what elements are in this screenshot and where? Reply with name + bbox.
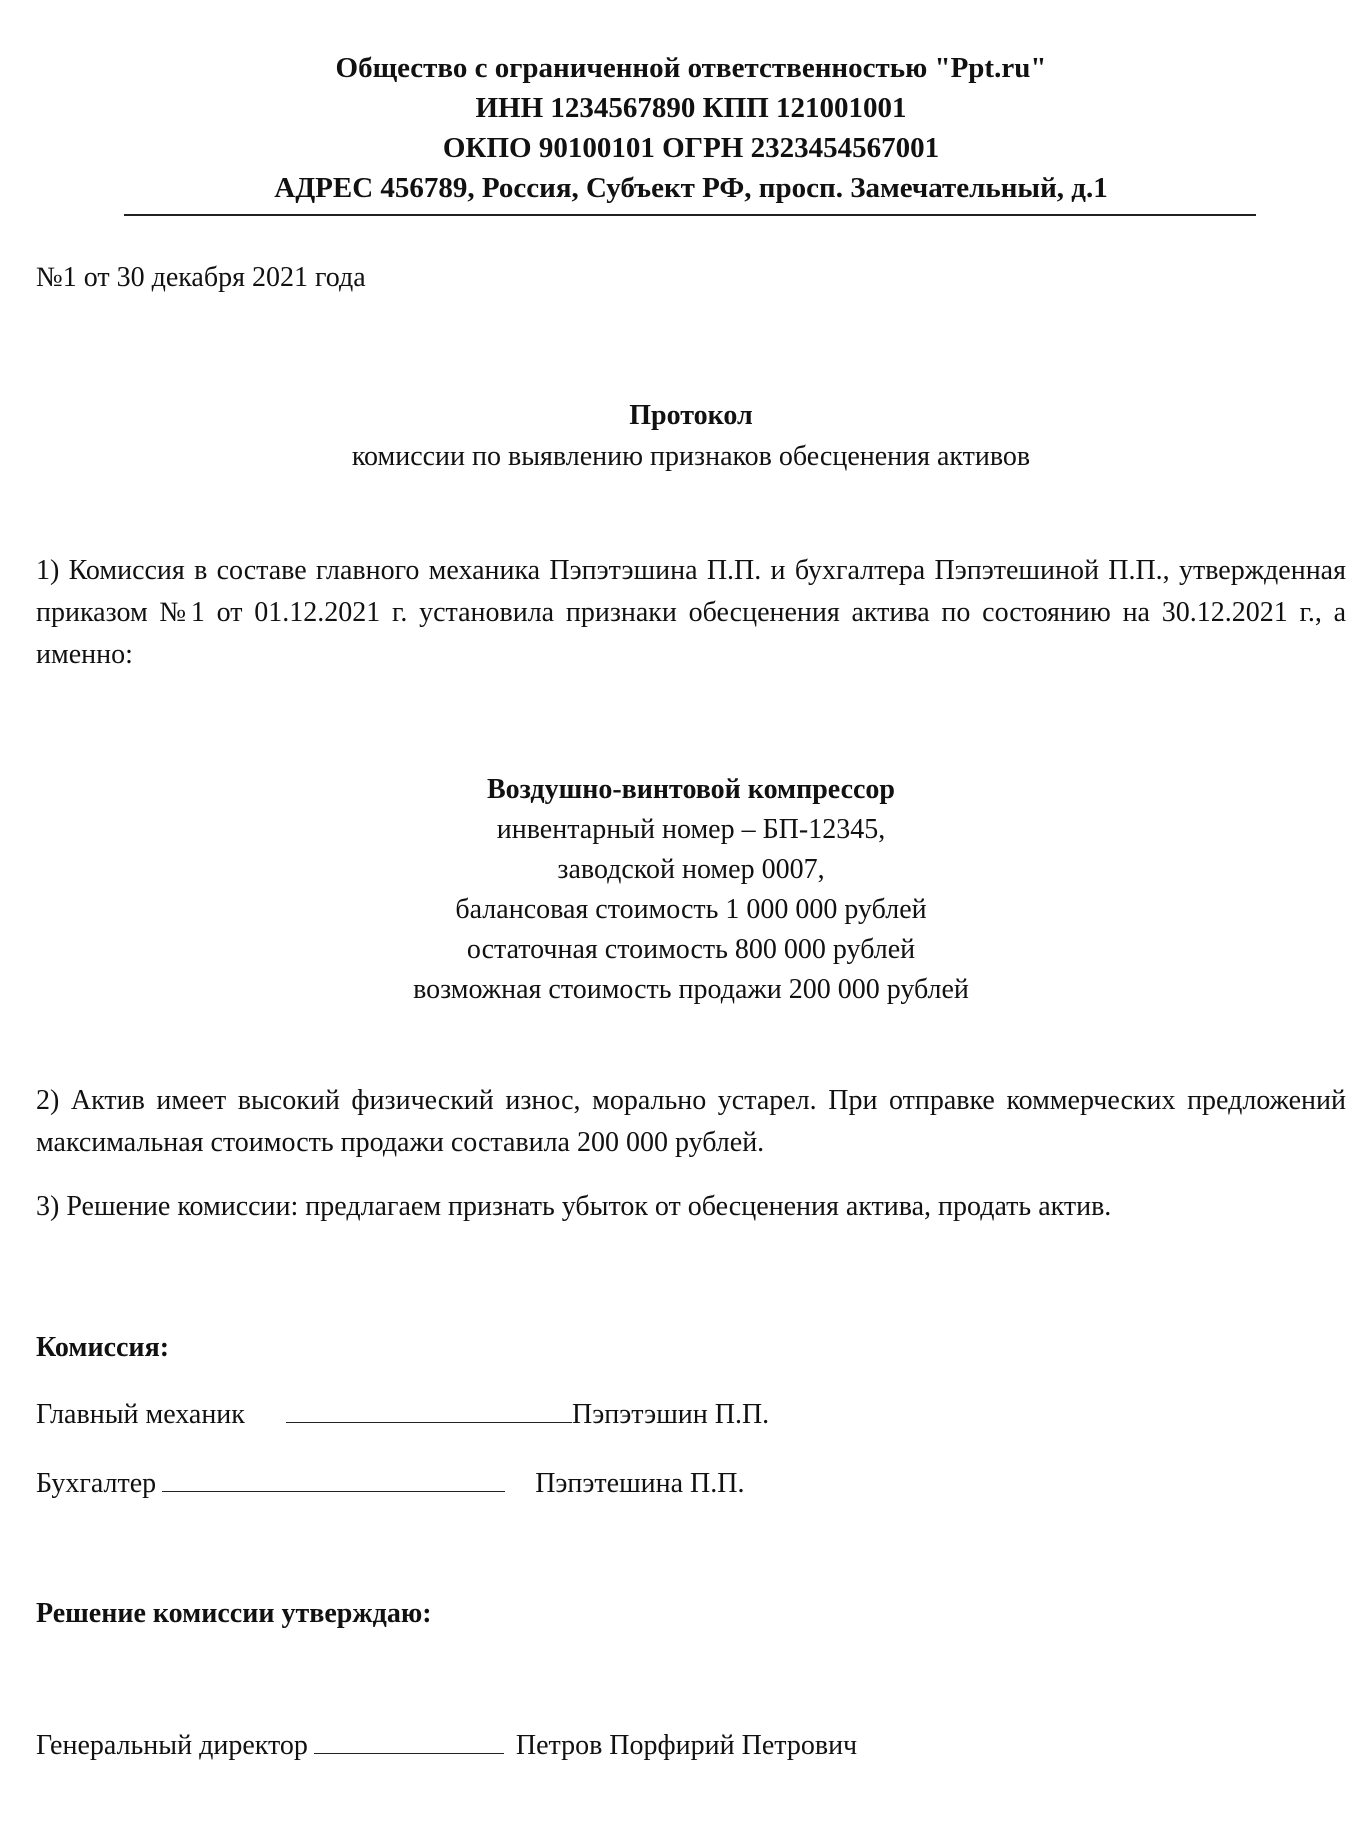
document-title: Протокол <box>629 400 753 431</box>
director-title: Генеральный директор <box>36 1730 308 1761</box>
paragraph-1: 1) Комиссия в составе главного механика Пэпэтэшина П.П. и бухгалтера Пэпэтешиной П.П., утвержденная приказом №1 от 01.12.2021 г. установила признаки обесценения актива по состоянию на 30.12.2021 г., а именно: <box>36 555 1346 670</box>
header-divider <box>124 214 1256 216</box>
paragraph-2: 2) Актив имеет высокий физический износ, морально устарел. При отправке коммерческих предложений максимальная стоимость продажи составила 200 000 рублей. <box>36 1085 1346 1158</box>
org-name: Общество с ограниченной ответственностью "Ppt.ru" <box>335 52 1047 84</box>
accountant-title: Бухгалтер <box>36 1468 157 1499</box>
mechanic-name: Пэпэтэшин П.П. <box>572 1399 770 1430</box>
asset-sale-value: возможная стоимость продажи 200 000 рублей <box>413 974 969 1005</box>
director-signature-line <box>314 1729 504 1754</box>
asset-inventory-number: инвентарный номер – БП-12345, <box>496 814 886 845</box>
commission-heading: Комиссия: <box>36 1332 170 1363</box>
document-title-block <box>36 395 1346 477</box>
director-signature-row <box>36 1728 857 1764</box>
inn-kpp: ИНН 1234567890 КПП 121001001 <box>475 92 907 124</box>
company-header <box>36 48 1346 208</box>
okpo-ogrn: ОКПО 90100101 ОГРН 2323454567001 <box>442 132 940 164</box>
accountant-name: Пэпэтешина П.П. <box>535 1468 745 1499</box>
asset-serial-number: заводской номер 0007, <box>557 854 825 885</box>
asset-name: Воздушно-винтовой компрессор <box>486 774 896 805</box>
director-name: Петров Порфирий Петрович <box>515 1730 858 1761</box>
document-page <box>36 0 1346 1821</box>
accountant-signature-row <box>36 1466 745 1502</box>
paragraph-3: 3) Решение комиссии: предлагаем признать убыток от обесценения актива, продать актив. <box>36 1191 1112 1222</box>
company-address: АДРЕС 456789, Россия, Субъект РФ, просп. Замечательный, д.1 <box>274 172 1108 204</box>
mechanic-signature-line <box>286 1398 572 1423</box>
approval-heading: Решение комиссии утверждаю: <box>36 1598 432 1629</box>
mechanic-title: Главный механик <box>36 1399 245 1430</box>
asset-residual-value: остаточная стоимость 800 000 рублей <box>466 934 916 965</box>
document-number: №1 от 30 декабря 2021 года <box>36 262 366 293</box>
mechanic-signature-row <box>36 1397 769 1433</box>
asset-book-value: балансовая стоимость 1 000 000 рублей <box>455 894 927 925</box>
asset-details <box>36 770 1346 1010</box>
document-subtitle: комиссии по выявлению признаков обесценения активов <box>351 441 1031 472</box>
accountant-signature-line <box>162 1467 505 1492</box>
